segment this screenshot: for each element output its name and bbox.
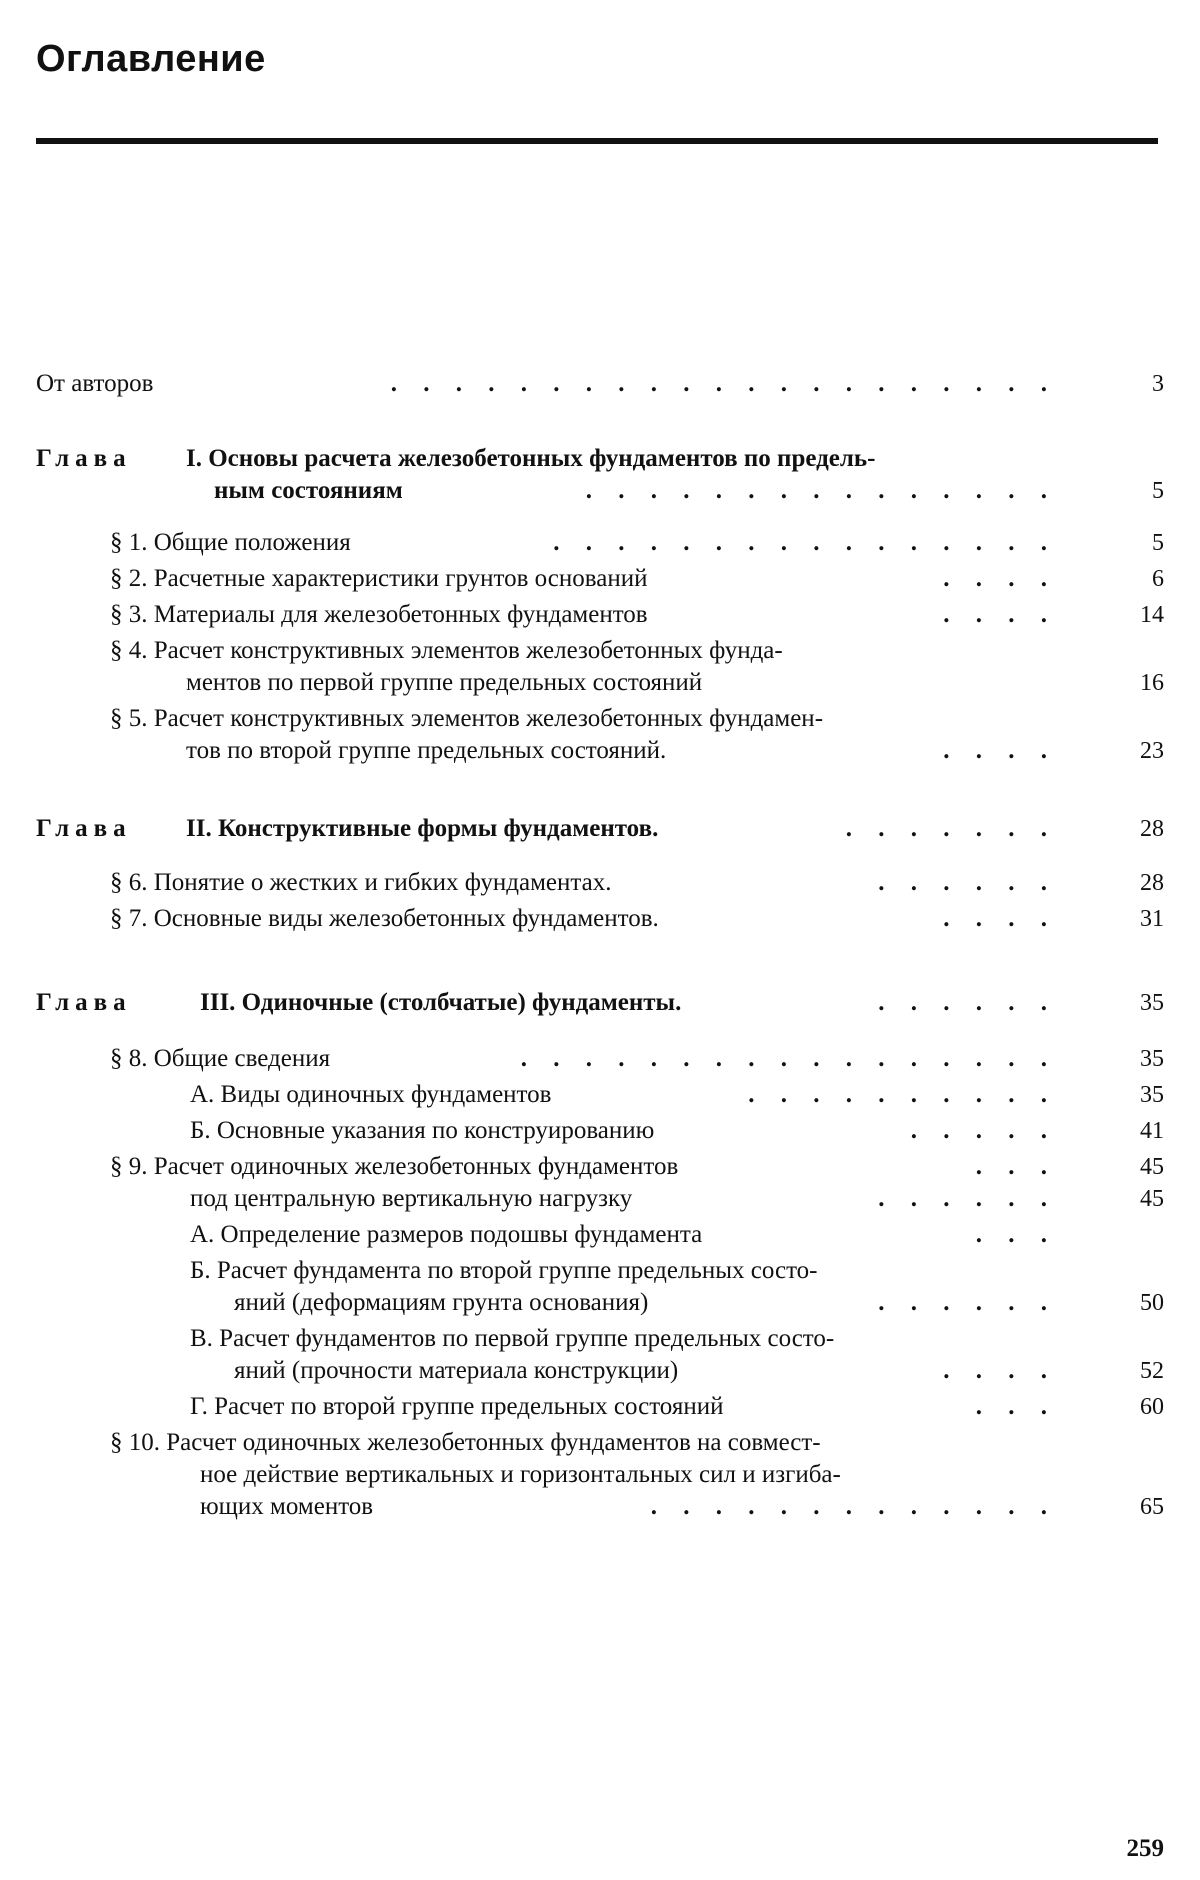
toc-entry-from-authors[interactable] xyxy=(0,367,1200,401)
toc-page-number: 41 xyxy=(1140,1118,1164,1144)
subsection-label: Г. Расчет по второй группе предельных состояний xyxy=(190,1393,724,1420)
toc-subsection-9a[interactable] xyxy=(0,1218,1200,1252)
toc-leader-dots: . . . . xyxy=(943,905,1057,932)
toc-section-9-line1[interactable] xyxy=(0,1150,1200,1184)
toc-page-number: 35 xyxy=(1140,1046,1164,1072)
section-label-continued: ное действие вертикальных и горизонтальных сил и изгиба- xyxy=(200,1461,841,1488)
toc-section-4-line2[interactable] xyxy=(0,666,1200,700)
toc-section-1[interactable] xyxy=(0,526,1200,560)
toc-leader-dots: . . . xyxy=(975,1153,1057,1180)
toc-leader-dots: . . . . xyxy=(943,737,1057,764)
toc-page-number: 45 xyxy=(1140,1186,1164,1212)
toc-subsection-9b-line2[interactable] xyxy=(0,1286,1200,1320)
toc-leader-dots: . . . . . . . . . . . . . xyxy=(650,1493,1057,1520)
toc-page-number: 45 xyxy=(1140,1154,1164,1180)
section-label: § 10. Расчет одиночных железобетонных фундаментов на совмест- xyxy=(110,1429,821,1456)
toc-page-number: 3 xyxy=(1152,371,1164,397)
section-label-continued: тов по второй группе предельных состояний. xyxy=(186,737,667,764)
chapter-label: Глава xyxy=(36,815,132,842)
toc-leader-dots: . . . . . xyxy=(910,1117,1057,1144)
toc-page-number: 35 xyxy=(1140,1082,1164,1108)
toc-page-number: 31 xyxy=(1140,906,1164,932)
toc-section-10-line2[interactable] xyxy=(0,1458,1200,1492)
toc-page-number: 23 xyxy=(1140,738,1164,764)
section-label: § 6. Понятие о жестких и гибких фундаментах. xyxy=(110,869,612,896)
toc-page-number: 52 xyxy=(1140,1358,1164,1384)
toc-page-number: 6 xyxy=(1152,566,1164,592)
toc-section-5-line1[interactable] xyxy=(0,702,1200,736)
toc-section-7[interactable] xyxy=(0,902,1200,936)
toc-page-number: 5 xyxy=(1152,478,1164,504)
toc-leader-dots: . . . . . . . . . . . . . . . . xyxy=(553,529,1057,556)
toc-leader-dots: . . . . . . xyxy=(878,989,1057,1016)
toc-leader-dots: . . . . . . . . . . xyxy=(748,1081,1057,1108)
toc-chapter-1-line2[interactable] xyxy=(0,474,1200,508)
section-label: § 1. Общие положения xyxy=(110,529,351,556)
section-label: § 9. Расчет одиночных железобетонных фундаментов xyxy=(110,1153,679,1180)
chapter-title-continued: ным состояниям xyxy=(214,477,403,504)
toc-subsection-9c-line1[interactable] xyxy=(0,1322,1200,1356)
toc-section-10-line3[interactable] xyxy=(0,1490,1200,1524)
toc-subsection-9b-line1[interactable] xyxy=(0,1254,1200,1288)
toc-page-number: 28 xyxy=(1140,870,1164,896)
toc-subsection-9d[interactable] xyxy=(0,1390,1200,1424)
subsection-label-continued: яний (прочности материала конструкции) xyxy=(234,1357,679,1384)
toc-entry-label: От авторов xyxy=(36,370,154,397)
toc-section-9-line2[interactable] xyxy=(0,1182,1200,1216)
subsection-label: А. Виды одиночных фундаментов xyxy=(190,1081,552,1108)
chapter-label: Глава xyxy=(36,989,132,1016)
toc-leader-dots: . . . . . . xyxy=(878,1185,1057,1212)
toc-chapter-1-line1[interactable] xyxy=(0,442,1200,476)
toc-page-number: 5 xyxy=(1152,530,1164,556)
section-label-continued: под центральную вертикальную нагрузку xyxy=(190,1185,633,1212)
toc-section-10-line1[interactable] xyxy=(0,1426,1200,1460)
toc-chapter-3[interactable] xyxy=(0,986,1200,1020)
chapter-title: III. Одиночные (столбчатые) фундаменты. xyxy=(200,989,682,1016)
toc-subsection-8b[interactable] xyxy=(0,1114,1200,1148)
toc-section-6[interactable] xyxy=(0,866,1200,900)
section-label: § 5. Расчет конструктивных элементов железобетонных фундамен- xyxy=(110,705,824,732)
section-label-continued: ментов по первой группе предельных состояний xyxy=(186,669,703,696)
toc-page-number: 65 xyxy=(1140,1494,1164,1520)
toc-leader-dots: . . . . xyxy=(943,1357,1057,1384)
chapter-title: II. Конструктивные формы фундаментов. xyxy=(186,815,659,842)
toc-leader-dots: . . . xyxy=(975,1393,1057,1420)
toc-leader-dots: . . . . xyxy=(943,601,1057,628)
section-label: § 8. Общие сведения xyxy=(110,1045,331,1072)
toc-leader-dots: . . . . . . . . . . . . . . . . . xyxy=(520,1045,1057,1072)
page-number: 259 xyxy=(1126,1835,1164,1862)
subsection-label: В. Расчет фундаментов по первой группе предельных состо- xyxy=(190,1325,835,1352)
toc-section-5-line2[interactable] xyxy=(0,734,1200,768)
toc-leader-dots: . . . xyxy=(975,1221,1057,1248)
subsection-label: А. Определение размеров подошвы фундамента xyxy=(190,1221,703,1248)
subsection-label: Б. Расчет фундамента по второй группе предельных состо- xyxy=(190,1257,818,1284)
toc-section-4-line1[interactable] xyxy=(0,634,1200,668)
toc-leader-dots: . . . . . . . . . . . . . . . . . . . . . xyxy=(390,370,1057,397)
toc-section-8[interactable] xyxy=(0,1042,1200,1076)
toc-subsection-8a[interactable] xyxy=(0,1078,1200,1112)
section-label: § 2. Расчетные характеристики грунтов оснований xyxy=(110,565,648,592)
section-label: § 3. Материалы для железобетонных фундаментов xyxy=(110,601,648,628)
toc-page-number: 28 xyxy=(1140,816,1164,842)
toc-page-number: 50 xyxy=(1140,1290,1164,1316)
toc-leader-dots: . . . . . . . xyxy=(845,815,1057,842)
subsection-label: Б. Основные указания по конструированию xyxy=(190,1117,655,1144)
toc-page-number: 14 xyxy=(1140,602,1164,628)
toc-chapter-2[interactable] xyxy=(0,812,1200,846)
section-label: § 7. Основные виды железобетонных фундаментов. xyxy=(110,905,659,932)
toc-section-2[interactable] xyxy=(0,562,1200,596)
page-title: Оглавление xyxy=(36,38,266,80)
toc-page-number: 16 xyxy=(1140,670,1164,696)
section-label-continued: ющих моментов xyxy=(200,1493,374,1520)
toc-section-3[interactable] xyxy=(0,598,1200,632)
toc-leader-dots: . . . . . . xyxy=(878,869,1057,896)
toc-page-number: 60 xyxy=(1140,1394,1164,1420)
toc-subsection-9c-line2[interactable] xyxy=(0,1354,1200,1388)
toc-leader-dots: . . . . . . xyxy=(878,1289,1057,1316)
toc-page-number: 35 xyxy=(1140,990,1164,1016)
chapter-title: I. Основы расчета железобетонных фундаментов по предель- xyxy=(186,445,876,472)
section-label: § 4. Расчет конструктивных элементов железобетонных фунда- xyxy=(110,637,783,664)
toc-leader-dots: . . . . . . . . . . . . . . . xyxy=(585,477,1057,504)
toc-leader-dots: . . . . xyxy=(943,565,1057,592)
chapter-label: Глава xyxy=(36,445,132,472)
subsection-label-continued: яний (деформациям грунта основания) xyxy=(234,1289,649,1316)
